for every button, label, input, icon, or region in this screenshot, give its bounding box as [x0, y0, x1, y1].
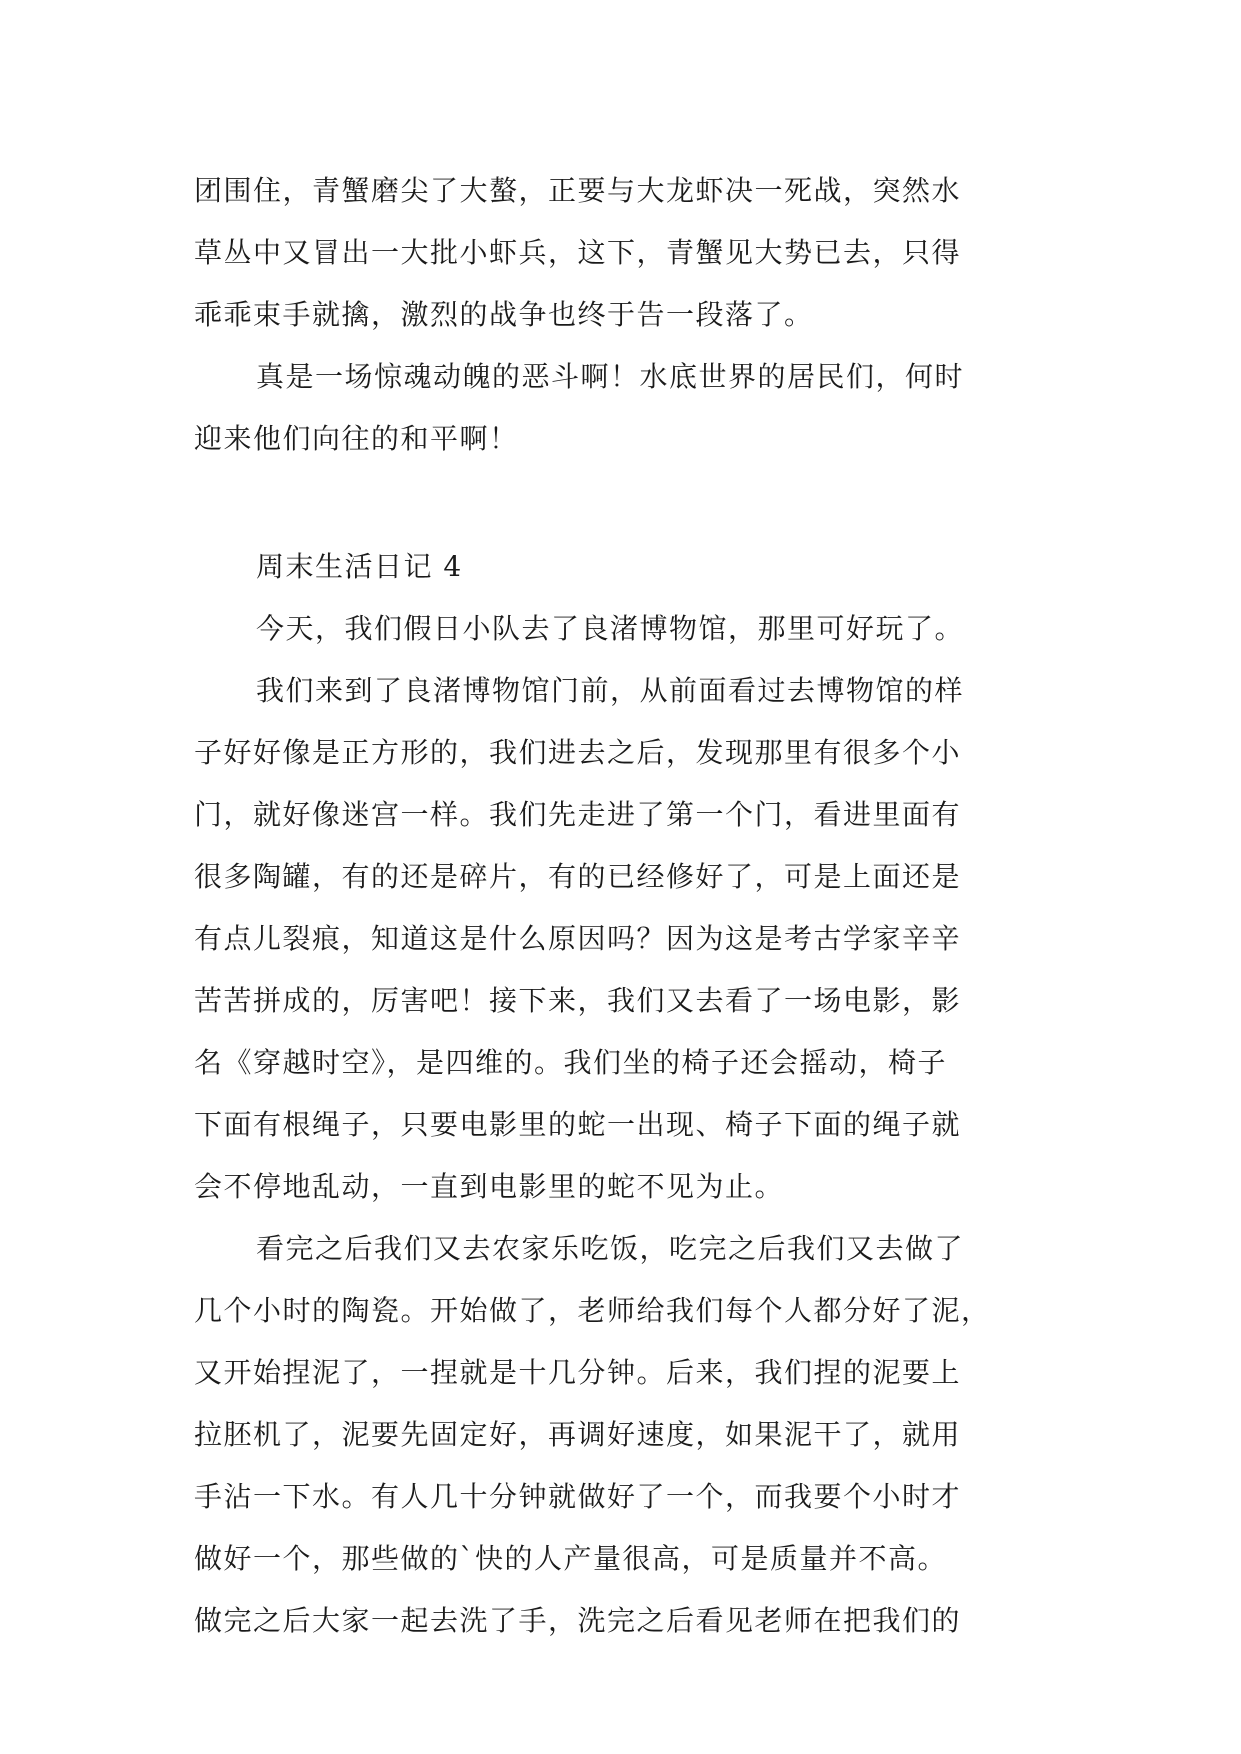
section-title: 周末生活日记 4 — [256, 550, 463, 583]
text-line: 几个小时的陶瓷。开始做了，老师给我们每个人都分好了泥， — [194, 1294, 991, 1327]
text-line: 团围住，青蟹磨尖了大螯，正要与大龙虾决一死战，突然水 — [194, 174, 962, 207]
text-line: 乖乖束手就擒，激烈的战争也终于告一段落了。 — [194, 298, 814, 331]
paragraph — [194, 1218, 1054, 1652]
text-line: 草丛中又冒出一大批小虾兵，这下，青蟹见大势已去，只得 — [194, 236, 962, 269]
text-line: 会不停地乱动，一直到电影里的蛇不见为止。 — [194, 1170, 785, 1203]
text-line: 今天，我们假日小队去了良渚博物馆，那里可好玩了。 — [256, 612, 965, 645]
text-line: 做完之后大家一起去洗了手，洗完之后看见老师在把我们的 — [194, 1604, 962, 1637]
document-body — [194, 160, 1054, 1652]
paragraph — [194, 660, 1054, 1218]
text-line: 迎来他们向往的和平啊！ — [194, 422, 519, 455]
section-spacer — [194, 470, 1054, 536]
text-line: 真是一场惊魂动魄的恶斗啊！水底世界的居民们，何时 — [256, 360, 965, 393]
text-line: 我们来到了良渚博物馆门前，从前面看过去博物馆的样 — [256, 674, 965, 707]
paragraph — [194, 346, 1054, 470]
text-line: 很多陶罐，有的还是碎片，有的已经修好了，可是上面还是 — [194, 860, 962, 893]
text-line: 下面有根绳子，只要电影里的蛇一出现、椅子下面的绳子就 — [194, 1108, 962, 1141]
text-line: 做好一个，那些做的`快的人产量很高，可是质量并不高。 — [194, 1542, 948, 1575]
text-line: 门，就好像迷宫一样。我们先走进了第一个门，看进里面有 — [194, 798, 962, 831]
text-line: 看完之后我们又去农家乐吃饭，吃完之后我们又去做了 — [256, 1232, 965, 1265]
paragraph — [194, 598, 1054, 660]
paragraph — [194, 160, 1054, 346]
text-line: 手沾一下水。有人几十分钟就做好了一个，而我要个小时才 — [194, 1480, 962, 1513]
text-line: 名《穿越时空》，是四维的。我们坐的椅子还会摇动，椅子 — [194, 1046, 948, 1079]
text-line: 苦苦拼成的，厉害吧！接下来，我们又去看了一场电影，影 — [194, 984, 962, 1017]
text-line: 拉胚机了，泥要先固定好，再调好速度，如果泥干了，就用 — [194, 1418, 962, 1451]
text-line: 子好好像是正方形的，我们进去之后，发现那里有很多个小 — [194, 736, 962, 769]
text-line: 又开始捏泥了，一捏就是十几分钟。后来，我们捏的泥要上 — [194, 1356, 962, 1389]
text-line: 有点儿裂痕，知道这是什么原因吗？因为这是考古学家辛辛 — [194, 922, 962, 955]
